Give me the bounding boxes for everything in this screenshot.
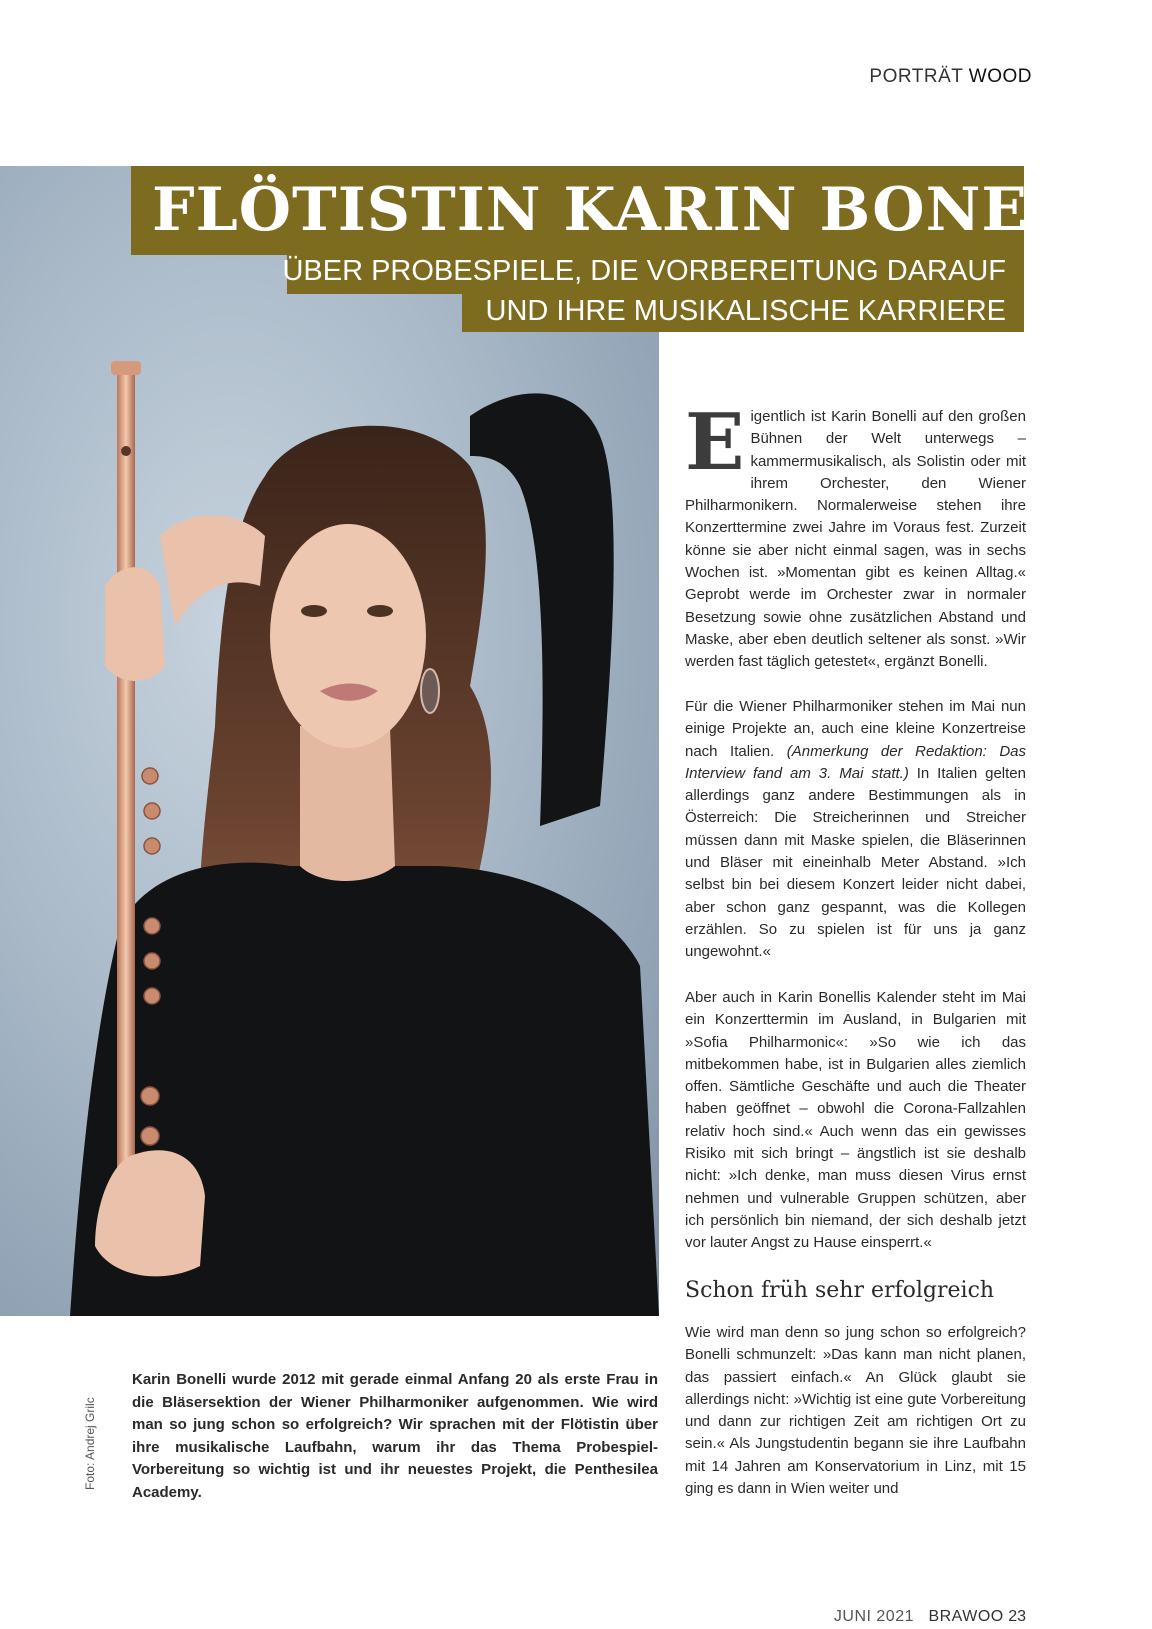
section-name: PORTRÄT xyxy=(869,66,963,87)
arm-sleeve xyxy=(470,393,614,826)
page-title: FLÖTISTIN KARIN BONELLI xyxy=(152,175,1144,245)
section-name-strong: WOOD xyxy=(968,66,1032,87)
paragraph-2-text-a: Für die Wiener Philharmoniker stehen im Mai nun einige Projekte an, auch eine kleine Konzertreise nach Italien. xyxy=(685,698,1026,760)
flute xyxy=(117,366,135,1226)
paragraph-3-text: Aber auch in Karin Bonellis Kalender steht im Mai ein Konzerttermin im Ausland, in Bulgarien mit »Sofia Philharmonic«: »So wie ich das mitbekommen habe, ist in Bulgarien alles ziemlich offen. Sämtliche Geschäfte und auch die Theater haben geöffnet – obwohl die Corona-Fallzahlen relativ hoch sind.« Auch wenn das ein gewisses Risiko mit sich bringt – ängstlich ist sie deshalb nicht: »Ich denke, man muss diesen Virus ernst nehmen und vulnerable Gruppen schützen, aber ich persönlich bin niemand, der sich deshalb jetzt vor lauter Angst zu Hause einsperrt.« xyxy=(685,989,1026,1252)
face xyxy=(270,524,426,748)
section-label xyxy=(869,66,1032,88)
issue-date: JUNI 2021 xyxy=(833,1608,914,1625)
article-paragraph-3 xyxy=(685,987,1026,1255)
photo-caption: Karin Bonelli wurde 2012 mit gerade einmal Anfang 20 als erste Frau in die Bläsersektion der Wiener Philharmoniker aufgenommen. Wie wird man so jung schon so erfolgreich? Wir sprachen mit der Flötistin über ihre musikalische Laufbahn, warum ihr das Thema Probespiel-Vorbereitung so wichtig ist und ihr neuestes Projekt, die Penthesilea Academy. xyxy=(132,1371,658,1501)
subtitle-line-1: ÜBER PROBESPIELE, DIE VORBEREITUNG DARAUF xyxy=(282,255,1006,287)
paragraph-4-text: Wie wird man denn so jung schon so erfolgreich? Bonelli schmunzelt: »Das kann man nicht planen, das passiert einfach.« An Glück glaubt sie allerdings nicht: »Wichtig ist eine gute Vorbereitung und dann zur richtigen Zeit am richtigen Ort zu sein.« Als Jungstudentin begann sie ihre Laufbahn mit 14 Jahren am Konservatorium in Linz, mit 15 ging es dann in Wien weiter und xyxy=(685,1324,1026,1498)
portrait-photo xyxy=(0,166,659,1316)
magazine-name: BRAWOO xyxy=(928,1608,1004,1625)
neck xyxy=(300,726,395,881)
editor-note: (Anmerkung der Redaktion: Das Interview fand am 3. Mai statt.) xyxy=(685,742,1026,782)
photo-credit: Foto: Andrej Grilc xyxy=(83,1397,97,1490)
article-paragraph-1 xyxy=(685,397,1026,674)
subtitle-line-2: UND IHRE MUSIKALISCHE KARRIERE xyxy=(485,295,1006,327)
page-number: 23 xyxy=(1008,1608,1026,1625)
article-paragraph-2 xyxy=(685,696,1026,964)
page-footer xyxy=(834,1608,1026,1626)
paragraph-1-text: igentlich ist Karin Bonelli auf den großen Bühnen der Welt unterwegs – kammermusikalisch, als Solistin oder mit ihrem Orchester, den Wiener Philharmonikern. Normalerweise stehen ihre Konzerttermine zwei Jahre im Voraus fest. Zurzeit könne sie aber nicht einmal sagen, was in sechs Wochen ist. »Momentan gibt es keinen Alltag.« Geprobt werde im Orchester zwar in normaler Besetzung sowie ohne zusätzlichen Abstand und Maske, aber eben deutlich seltener als sonst. »Wir werden fast täglich getestet«, ergänzt Bonelli. xyxy=(685,408,1026,671)
drop-cap: E xyxy=(685,397,745,488)
article-paragraph-4 xyxy=(685,1322,1026,1500)
section-heading: Schon früh sehr erfolgreich xyxy=(685,1278,995,1303)
paragraph-2-text-b: In Italien gelten allerdings ganz andere Bestimmungen als in Österreich: Die Streicherinnen und Streicher müssen dann mit Maske spielen, die Bläserinnen und Bläser mit eineinhalb Meter Abstand. »Ich selbst bin bei diesem Konzert leider nicht dabei, aber schon ganz gespannt, was die Kollegen erzählen. So zu spielen ist für uns ja ganz ungewohnt.« xyxy=(685,764,1026,961)
